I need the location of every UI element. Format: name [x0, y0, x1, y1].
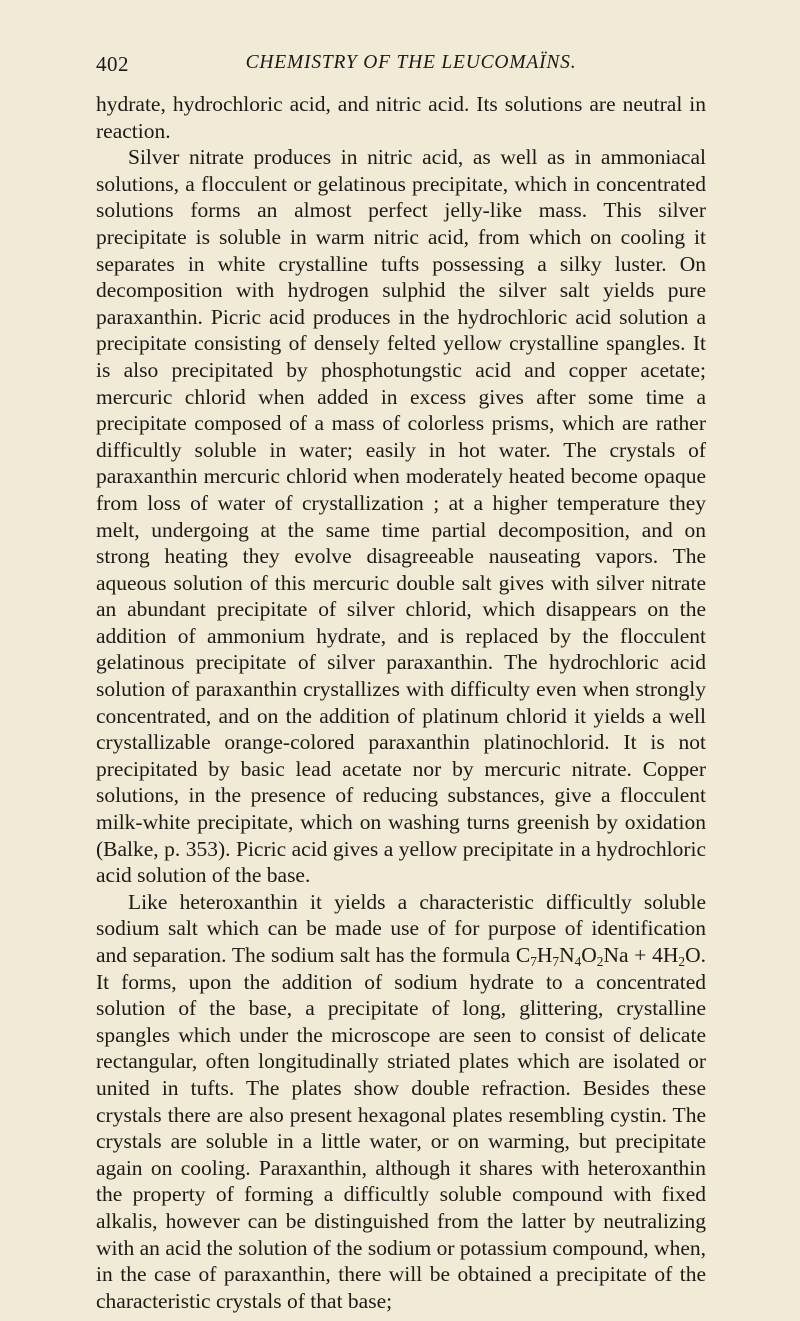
body-text: [96, 91, 706, 1314]
page-number: 402: [96, 52, 129, 76]
sodium-text-after-formula: It forms, upon the addition of sodium hydrate to a concentrated solution of the base, a precipitate of long, glittering, crystalline spangles which under the microscope are seen to consist of delicate rectangular, often longitudinally striated plates which are isolated or united in tufts. The plates show double refraction. Besides these crystals there are also present hexagonal plates resembling cystin. The crystals are soluble in a little water, or on warming, but precipitate again on cooling. Paraxanthin, although it shares with heteroxanthin the property of forming a difficultly soluble compound with fixed alkalis, however can be distinguished from the latter by neutralizing with an acid the solution of the sodium or potassium compound, when, in the case of paraxanthin, there will be obtained a precipitate of the characteristic crystals of that base;: [96, 969, 706, 1313]
page-header: [96, 52, 706, 84]
running-title: CHEMISTRY OF THE LEUCOMAÏNS.: [245, 52, 577, 73]
paragraph-silver-nitrate: Silver nitrate produces in nitric acid, as well as in ammoniacal solutions, a flocculent or gelatinous precipitate, which in concentrated solutions forms an almost perfect jelly-like mass. This silver precipitate is soluble in warm nitric acid, from which on cooling it separates in white crystalline tufts possessing a silky luster. On decomposition with hydrogen sulphid the silver salt yields pure paraxanthin. Picric acid produces in the hydrochloric acid solution a precipitate consisting of densely felted yellow crystalline spangles. It is also precipitated by phosphotungstic acid and copper acetate; mercuric chlorid when added in excess gives after some time a precipitate composed of a mass of colorless prisms, which are rather difficultly soluble in water; easily in hot water. The crystals of paraxanthin mercuric chlorid when moderately heated become opaque from loss of water of crystallization ; at a higher temperature they melt, undergoing at the same time partial decomposition, and on strong heating they evolve disagreeable nauseating vapors. The aqueous solution of this mercuric double salt gives with silver nitrate an abundant precipitate of silver chlorid, which disappears on the addition of ammonium hydrate, and is replaced by the flocculent gelatinous precipitate of silver paraxanthin. The hydrochloric acid solution of paraxanthin crystallizes with difficulty even when strongly concentrated, and on the addition of platinum chlorid it yields a well crystallizable orange-colored paraxanthin platinochlorid. It is not precipitated by basic lead acetate nor by mercuric nitrate. Copper solutions, in the presence of reducing substances, give a flocculent milk-white precipitate, which on washing turns greenish by oxidation (Balke, p. 353). Picric acid gives a yellow precipitate in a hydrochloric acid solution of the base.: [96, 145, 706, 888]
sodium-salt-formula: $C_7H_7N_4O_2Na + 4H_2O$.: [515, 943, 706, 969]
paragraph-continued: hydrate, hydrochloric acid, and nitric acid. Its solutions are neutral in reaction.: [96, 92, 706, 143]
sodium-text-before-formula: Like heteroxanthin it yields a characteristic difficultly soluble sodium salt which can be made use of for purpose of identification and separation. The sodium salt has the formula: [96, 889, 706, 967]
paragraph-sodium-salt: [96, 889, 706, 1315]
